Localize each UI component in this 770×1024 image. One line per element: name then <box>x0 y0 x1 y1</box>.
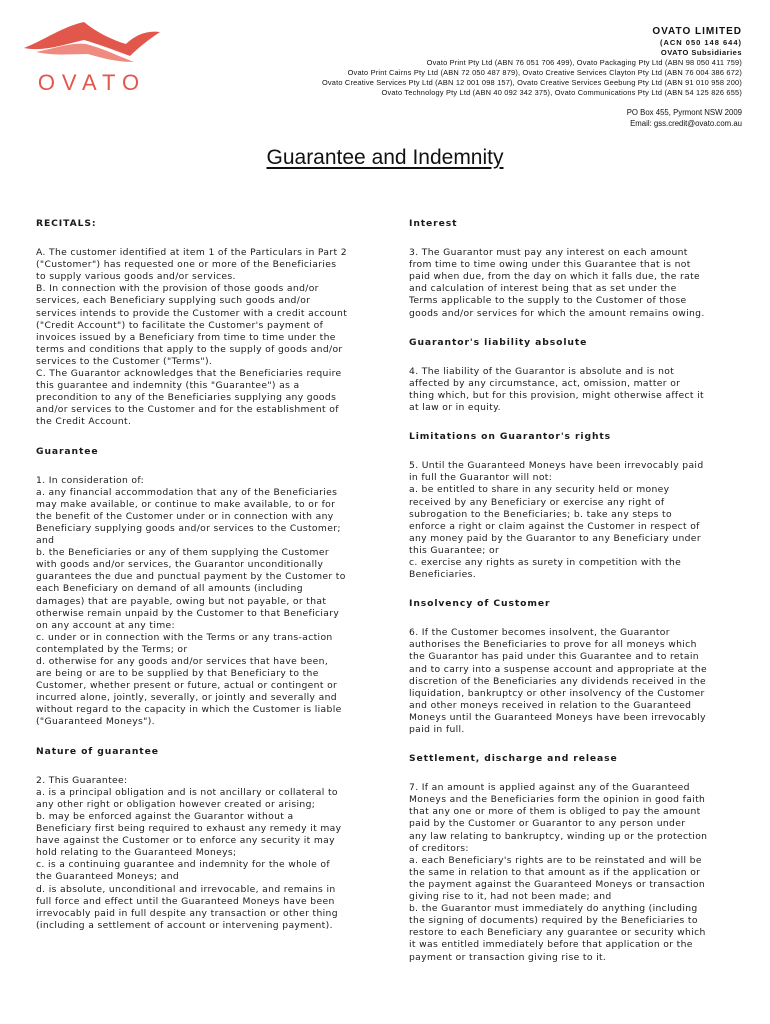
text-line: enforce a right or claim against the Customer in respect of <box>409 520 700 532</box>
text-line: Beneficiary first being required to exhaust any remedy it may <box>36 823 342 835</box>
text-line: the Guaranteed Moneys; and <box>36 871 180 883</box>
text-line: discretion of the Beneficiaries any dividends received in the <box>409 675 706 687</box>
ovato-logo <box>22 18 162 98</box>
text-line: ("Guaranteed Moneys"). <box>36 716 155 728</box>
text-line: the benefit of the Customer under or in connection with any <box>36 510 334 522</box>
text-line: in full the Guarantor will not: <box>409 472 553 484</box>
guarantee-paragraph <box>36 475 369 729</box>
text-line: affected by any circumstance, act, omission, matter or <box>409 377 681 389</box>
text-line: of creditors: <box>409 842 469 854</box>
text-line: any money paid by the Guarantor to any Beneficiary under <box>409 532 701 544</box>
text-line: a. is a principal obligation and is not ancillary or collateral to <box>36 786 338 798</box>
settlement-paragraph <box>409 782 742 963</box>
text-line: a. be entitled to share in any security held or money <box>409 484 670 496</box>
text-line: and other moneys received in relation to the Guaranteed <box>409 699 692 711</box>
mountain-logo-icon <box>22 18 162 73</box>
document-title-text: Guarantee and Indemnity <box>266 146 504 169</box>
text-line: incurred alone, jointly, severally, or jointly and severally and <box>36 692 337 704</box>
text-line: B. In connection with the provision of those goods and/or <box>36 283 319 295</box>
text-line: 6. If the Customer becomes insolvent, the Guarantor <box>409 627 670 639</box>
text-line: and <box>36 535 55 547</box>
text-line: to supply various goods and/or services. <box>36 271 236 283</box>
text-line: from time to time owing under this Guarantee that is not <box>409 259 691 271</box>
subsidiary-line: Ovato Technology Pty Ltd (ABN 40 092 342 375), Ovato Communications Pty Ltd (ABN 54 125 826 655) <box>381 88 742 97</box>
text-line: terms and conditions that apply to the supply of goods and/or <box>36 343 343 355</box>
text-line: giving rise to it, had not been made; and <box>409 891 612 903</box>
limitations-paragraph <box>409 460 742 581</box>
text-line: authorises the Beneficiaries to prove for all moneys which <box>409 639 697 651</box>
text-line: Customer, whether present or future, actual or contingent or <box>36 680 338 692</box>
text-line: thing which, but for this provision, might otherwise affect it <box>409 389 704 401</box>
section-heading: Interest <box>409 218 458 229</box>
text-line: 7. If an amount is applied against any of the Guaranteed <box>409 782 690 794</box>
text-line: invoices issued by a Beneficiary from time to time under the <box>36 331 336 343</box>
text-line: c. exercise any rights as surety in competition with the <box>409 556 682 568</box>
text-line: Beneficiaries. <box>409 569 477 581</box>
text-line: Terms applicable to the supply to the Customer of those <box>409 295 687 307</box>
text-line: d. is absolute, unconditional and irrevocable, and remains in <box>36 883 336 895</box>
right-column <box>409 218 742 981</box>
text-line: and calculation of interest being that as set under the <box>409 283 677 295</box>
text-line: paid in full. <box>409 724 465 735</box>
text-line: d. otherwise for any goods and/or services that have been, <box>36 656 329 667</box>
text-line: Moneys until the Guaranteed Moneys have been irrevocably <box>409 711 706 723</box>
text-line: contemplated by the Terms; or <box>36 643 188 655</box>
text-line: c. is a continuing guarantee and indemnity for the whole of <box>36 859 330 871</box>
text-line: without regard to the capacity in which the Customer is liable <box>36 704 342 716</box>
text-line: full force and effect until the Guaranteed Moneys have been <box>36 895 335 907</box>
text-line: the payment against the Guaranteed Moneys or transaction <box>409 878 706 890</box>
contact-block <box>222 107 742 129</box>
text-line: Moneys and the Beneficiaries form the opinion in good faith <box>409 794 706 806</box>
text-line: any law relating to bankruptcy, winding up or the protection <box>409 830 708 842</box>
text-line: at law or in equity. <box>409 402 501 414</box>
text-line: b. the Guarantor must immediately do anything (including <box>409 903 698 915</box>
text-line: A. The customer identified at item 1 of the Particulars in Part 2 <box>36 247 347 259</box>
text-line: services intends to provide the Customer with a credit account <box>36 307 348 319</box>
text-line: restore to each Beneficiary any guarantee or security which <box>409 927 706 939</box>
logo-text: OVATO <box>37 70 147 95</box>
text-line: c. under or in connection with the Terms or any trans-action <box>36 631 333 643</box>
interest-paragraph <box>409 247 742 320</box>
liability-paragraph <box>409 366 742 414</box>
text-line: hold relating to the Guaranteed Moneys; <box>36 847 237 859</box>
text-line: a. any financial accommodation that any of the Beneficiaries <box>36 486 338 498</box>
text-line: that any one or more of them is obliged to pay the amount <box>409 806 701 818</box>
text-line: the same in relation to that amount as if the application or <box>409 866 701 878</box>
postal-address: PO Box 455, Pyrmont NSW 2009 <box>626 108 742 117</box>
text-line: 3. The Guarantor must pay any interest on each amount <box>409 247 688 259</box>
section-heading: RECITALS: <box>36 218 97 229</box>
section-heading: Settlement, discharge and release <box>409 753 618 765</box>
text-line: guarantees the due and punctual payment by the Customer to <box>36 571 346 583</box>
company-header <box>222 26 742 129</box>
text-line: received by any Beneficiary or exercise any right of <box>409 496 665 508</box>
text-line: the signing of documents) required by the Beneficiaries to <box>409 915 698 927</box>
text-line: payment or transaction giving rise to it. <box>409 951 607 963</box>
left-column <box>36 218 369 949</box>
text-line: may make available, or continue to make available, to or for <box>36 498 336 510</box>
text-line: with goods and/or services, the Guarantor unconditionally <box>36 559 324 571</box>
section-heading: Guarantor's liability absolute <box>409 336 588 348</box>
subsidiary-line: Ovato Print Pty Ltd (ABN 76 051 706 499), Ovato Packaging Pty Ltd (ABN 98 050 411 759) <box>426 58 742 67</box>
text-line: this Guarantee; or <box>409 544 500 556</box>
text-line: paid by the Customer or Guarantor to any person under <box>409 818 686 830</box>
text-line: C. The Guarantor acknowledges that the Beneficiaries require <box>36 368 342 380</box>
text-line: this guarantee and indemnity (this "Guarantee") as a <box>36 380 300 392</box>
text-line: on any account at any time: <box>36 619 175 631</box>
insolvency-paragraph <box>409 627 742 736</box>
text-line: each Beneficiary on demand of all amounts (including <box>36 583 303 595</box>
subsidiaries-title: OVATO Subsidiaries <box>660 48 742 57</box>
document-title <box>0 146 770 170</box>
company-acn: (ACN 050 148 644) <box>659 38 742 47</box>
text-line: otherwise remain unpaid by the Customer to that Beneficiary <box>36 607 340 619</box>
text-line: subrogation to the Beneficiaries; b. take any steps to <box>409 508 672 520</box>
nature-paragraph <box>36 775 369 932</box>
section-heading: Limitations on Guarantor's rights <box>409 431 612 443</box>
recitals-paragraph <box>36 247 369 428</box>
text-line: (including a settlement of account or intervening payment). <box>36 919 333 931</box>
text-line: ("Customer") has requested one or more of the Beneficiaries <box>36 259 337 271</box>
text-line: have against the Customer or to enforce any security it may <box>36 835 335 847</box>
text-line: 1. In consideration of: <box>36 474 145 486</box>
text-line: irrevocably paid in full despite any transaction or other thing <box>36 907 338 919</box>
section-heading: Guarantee <box>36 445 99 457</box>
text-line: services, each Beneficiary supplying such goods and/or <box>36 295 311 307</box>
text-line: a. each Beneficiary's rights are to be reinstated and will be <box>409 854 702 866</box>
section-heading: Insolvency of Customer <box>409 598 551 610</box>
text-line: and to carry into a suspense account and appropriate at the <box>409 663 707 675</box>
text-line: b. may be enforced against the Guarantor without a <box>36 810 294 822</box>
text-line: it was entitled immediately before that application or the <box>409 939 693 951</box>
text-line: the Credit Account. <box>36 416 132 428</box>
text-line: precondition to any of the Beneficiaries supplying any goods <box>36 392 337 404</box>
text-line: damages) that are payable, owing but not payable, or that <box>36 595 327 607</box>
text-line: ("Credit Account") to facilitate the Customer's payment of <box>36 319 324 331</box>
subsidiary-line: Ovato Print Cairns Pty Ltd (ABN 72 050 487 879), Ovato Creative Services Clayton Pty Ltd (ABN 76 004 386 672) <box>347 68 742 77</box>
text-line: any other right or obligation however created or arising; <box>36 798 316 810</box>
text-line: 4. The liability of the Guarantor is absolute and is not <box>409 365 675 377</box>
text-line: liquidation, bankruptcy or other insolvency of the Customer <box>409 687 705 699</box>
text-line: 2. This Guarantee: <box>36 774 128 786</box>
text-line: the Guarantor has paid under this Guarantee and to retain <box>409 651 699 663</box>
text-line: b. the Beneficiaries or any of them supplying the Customer <box>36 547 329 559</box>
text-line: services to the Customer ("Terms"). <box>36 355 213 367</box>
text-line: goods and/or services for which the amount remains owing. <box>409 307 705 319</box>
company-name: OVATO LIMITED <box>652 26 742 37</box>
text-line: are being or are to be supplied by that Beneficiary to the <box>36 668 319 680</box>
text-line: paid when due, from the day on which it falls due, the rate <box>409 271 701 283</box>
text-line: and/or services to the Customer and for the establishment of <box>36 404 339 416</box>
text-line: Beneficiary supplying goods and/or services to the Customer; <box>36 522 341 534</box>
subsidiaries-list <box>222 58 742 98</box>
text-line: 5. Until the Guaranteed Moneys have been irrevocably paid <box>409 460 704 472</box>
section-heading: Nature of guarantee <box>36 745 159 757</box>
contact-email: Email: gss.credit@ovato.com.au <box>630 119 742 128</box>
subsidiary-line: Ovato Creative Services Pty Ltd (ABN 12 001 098 157), Ovato Creative Services Geebung Pty Ltd (ABN 91 010 958 200) <box>321 78 742 87</box>
